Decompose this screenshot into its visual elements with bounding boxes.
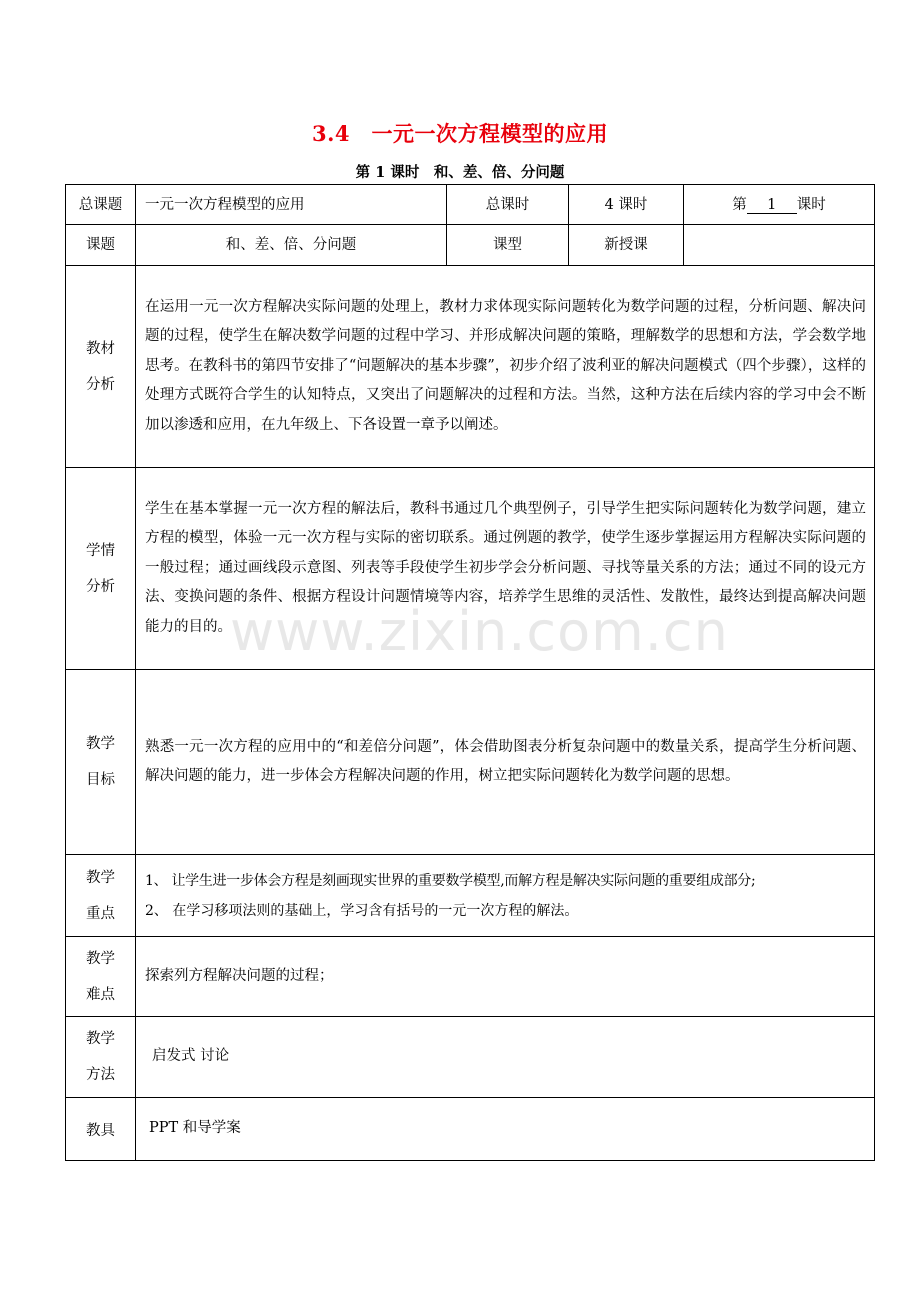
page-title: 3.4 一元一次方程模型的应用: [311, 121, 609, 146]
student-analysis-label: 学情 分析: [66, 468, 136, 670]
key-point-2: 2、 在学习移项法则的基础上，学习含有括号的一元一次方程的解法。: [145, 902, 579, 919]
page-subtitle: 第 1 课时 和、差、倍、分问题: [355, 164, 565, 181]
key-points-text: [136, 855, 875, 937]
period-suffix: 课时: [796, 196, 826, 213]
period-cell: [684, 185, 875, 225]
difficulty-row: [66, 937, 875, 1017]
method-text: 启发式 讨论: [136, 1017, 875, 1098]
tools-row: [66, 1098, 875, 1161]
tools-text: PPT 和导学案: [136, 1098, 875, 1161]
empty-cell: [684, 225, 875, 266]
total-hours-label: 总课时: [447, 185, 569, 225]
method-row: [66, 1017, 875, 1098]
material-analysis-label: 教材 分析: [66, 266, 136, 468]
key-points-row: [66, 855, 875, 937]
lesson-plan-table: [65, 184, 875, 1161]
header-row-1: [66, 185, 875, 225]
difficulty-text: 探索列方程解决问题的过程；: [136, 937, 875, 1017]
material-analysis-row: [66, 266, 875, 468]
teaching-goals-row: [66, 670, 875, 855]
watermark: www.zixin.com.cn: [230, 600, 729, 663]
teaching-goals-text: 熟悉一元一次方程的应用中的“和差倍分问题”，体会借助图表分析复杂问题中的数量关系，提高学生分析问题、解决问题的能力，进一步体会方程解决问题的作用，树立把实际问题转化为数学问题的思想。: [136, 670, 875, 855]
period-value: 1: [747, 197, 797, 214]
difficulty-label: 教学 难点: [66, 937, 136, 1017]
teaching-goals-label: 教学 目标: [66, 670, 136, 855]
student-analysis-text: 学生在基本掌握一元一次方程的解法后，教科书通过几个典型例子，引导学生把实际问题转化为数学问题，建立方程的模型，体验一元一次方程与实际的密切联系。通过例题的教学，使学生逐步掌握运用方程解决实际问题的一般过程；通过画线段示意图、列表等手段使学生初步学会分析问题、寻找等量关系的方法；通过不同的设元方法、变换问题的条件、根据方程设计问题情境等内容，培养学生思维的灵活性、发散性，最终达到提高解决问题能力的目的。: [136, 468, 875, 670]
total-topic-label: 总课题: [66, 185, 136, 225]
topic-value: 和、差、倍、分问题: [136, 225, 447, 266]
period-prefix: 第: [732, 196, 747, 213]
key-point-1: 1、 让学生进一步体会方程是刻画现实世界的重要数学模型,而解方程是解决实际问题的重要组成部分;: [145, 872, 756, 889]
method-label: 教学 方法: [66, 1017, 136, 1098]
type-label: 课型: [447, 225, 569, 266]
header-row-2: [66, 225, 875, 266]
topic-label: 课题: [66, 225, 136, 266]
total-hours-value: 4 课时: [569, 185, 684, 225]
total-topic-value: 一元一次方程模型的应用: [136, 185, 447, 225]
type-value: 新授课: [569, 225, 684, 266]
key-points-label: 教学 重点: [66, 855, 136, 937]
material-analysis-text: 在运用一元一次方程解决实际问题的处理上，教材力求体现实际问题转化为数学问题的过程，分析问题、解决问题的过程，使学生在解决数学问题的过程中学习、并形成解决问题的策略，理解数学的思想和方法，学会数学地思考。在教科书的第四节安排了“问题解决的基本步骤”，初步介绍了波利亚的解决问题模式（四个步骤），这样的处理方式既符合学生的认知特点，又突出了问题解决的过程和方法。当然，这种方法在后续内容的学习中会不断加以渗透和应用，在九年级上、下各设置一章予以阐述。: [136, 266, 875, 468]
student-analysis-row: [66, 468, 875, 670]
tools-label: 教具: [66, 1098, 136, 1161]
